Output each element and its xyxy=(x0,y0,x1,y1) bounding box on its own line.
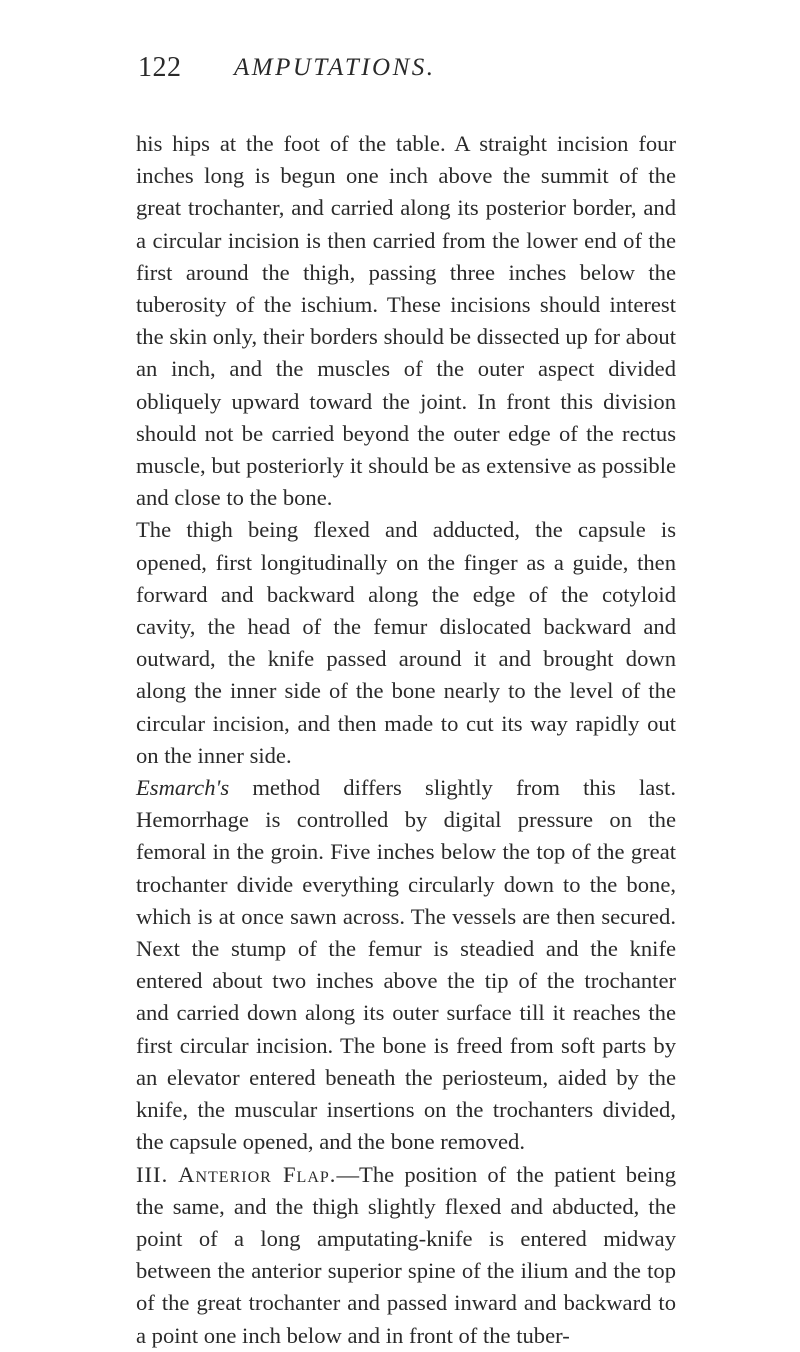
paragraph-3 xyxy=(136,772,676,1158)
paragraph-1-text: his hips at the foot of the table. A straight incision four inches long is begun one inch above the summit of the great trochanter, and carried along its posterior border, and a circular incision is then carried from the lower end of the first around the thigh, passing three inches below the tuberosity of the ischium. These incisions should interest the skin only, their borders should be dissected up for about an inch, and the muscles of the outer aspect divided obliquely upward toward the joint. In front this division should not be carried beyond the outer edge of the rectus muscle, but posteriorly it should be as extensive as possible and close to the bone. xyxy=(136,131,676,511)
paragraph-4-text: —The position of the patient being the same, and the thigh slightly flexed and abducted, the point of a long amputating-knife is entered midway between the anterior superior spine of the ilium and the top of the great trochanter and passed inward and backward to a point one inch below and in front of the tuber- xyxy=(136,1161,676,1348)
paragraph-1 xyxy=(136,128,676,514)
paragraph-2 xyxy=(136,514,676,772)
esmarch-name: Esmarch's xyxy=(136,775,230,801)
body-text xyxy=(136,128,676,1352)
paragraph-4 xyxy=(136,1159,676,1352)
page-number: 122 xyxy=(138,52,182,83)
paragraph-2-text: The thigh being flexed and adducted, the capsule is opened, first longitudinally on the finger as a guide, then forward and backward along the edge of the cotyloid cavity, the head of the femur dislocated backward and outward, the knife passed around it and brought down along the inner side of the bone nearly to the level of the circular incision, and then made to cut its way rapidly out on the inner side. xyxy=(136,517,676,768)
running-head xyxy=(0,52,800,92)
section-heading-anterior-flap: III. Anterior Flap. xyxy=(136,1161,337,1187)
running-title: AMPUTATIONS. xyxy=(234,54,436,81)
paragraph-3-text: method differs slightly from this last. Hemorrhage is controlled by digital pressure on the femoral in the groin. Five inches below the top of the great trochanter divide everything circularly down to the bone, which is at once sawn across. The vessels are then secured. Next the stump of the femur is steadied and the knife entered about two inches above the tip of the trochanter and carried down along its outer surface till it reaches the first circular incision. The bone is freed from soft parts by an elevator entered beneath the periosteum, aided by the knife, the muscular insertions on the trochanters divided, the capsule opened, and the bone removed. xyxy=(136,775,676,1155)
